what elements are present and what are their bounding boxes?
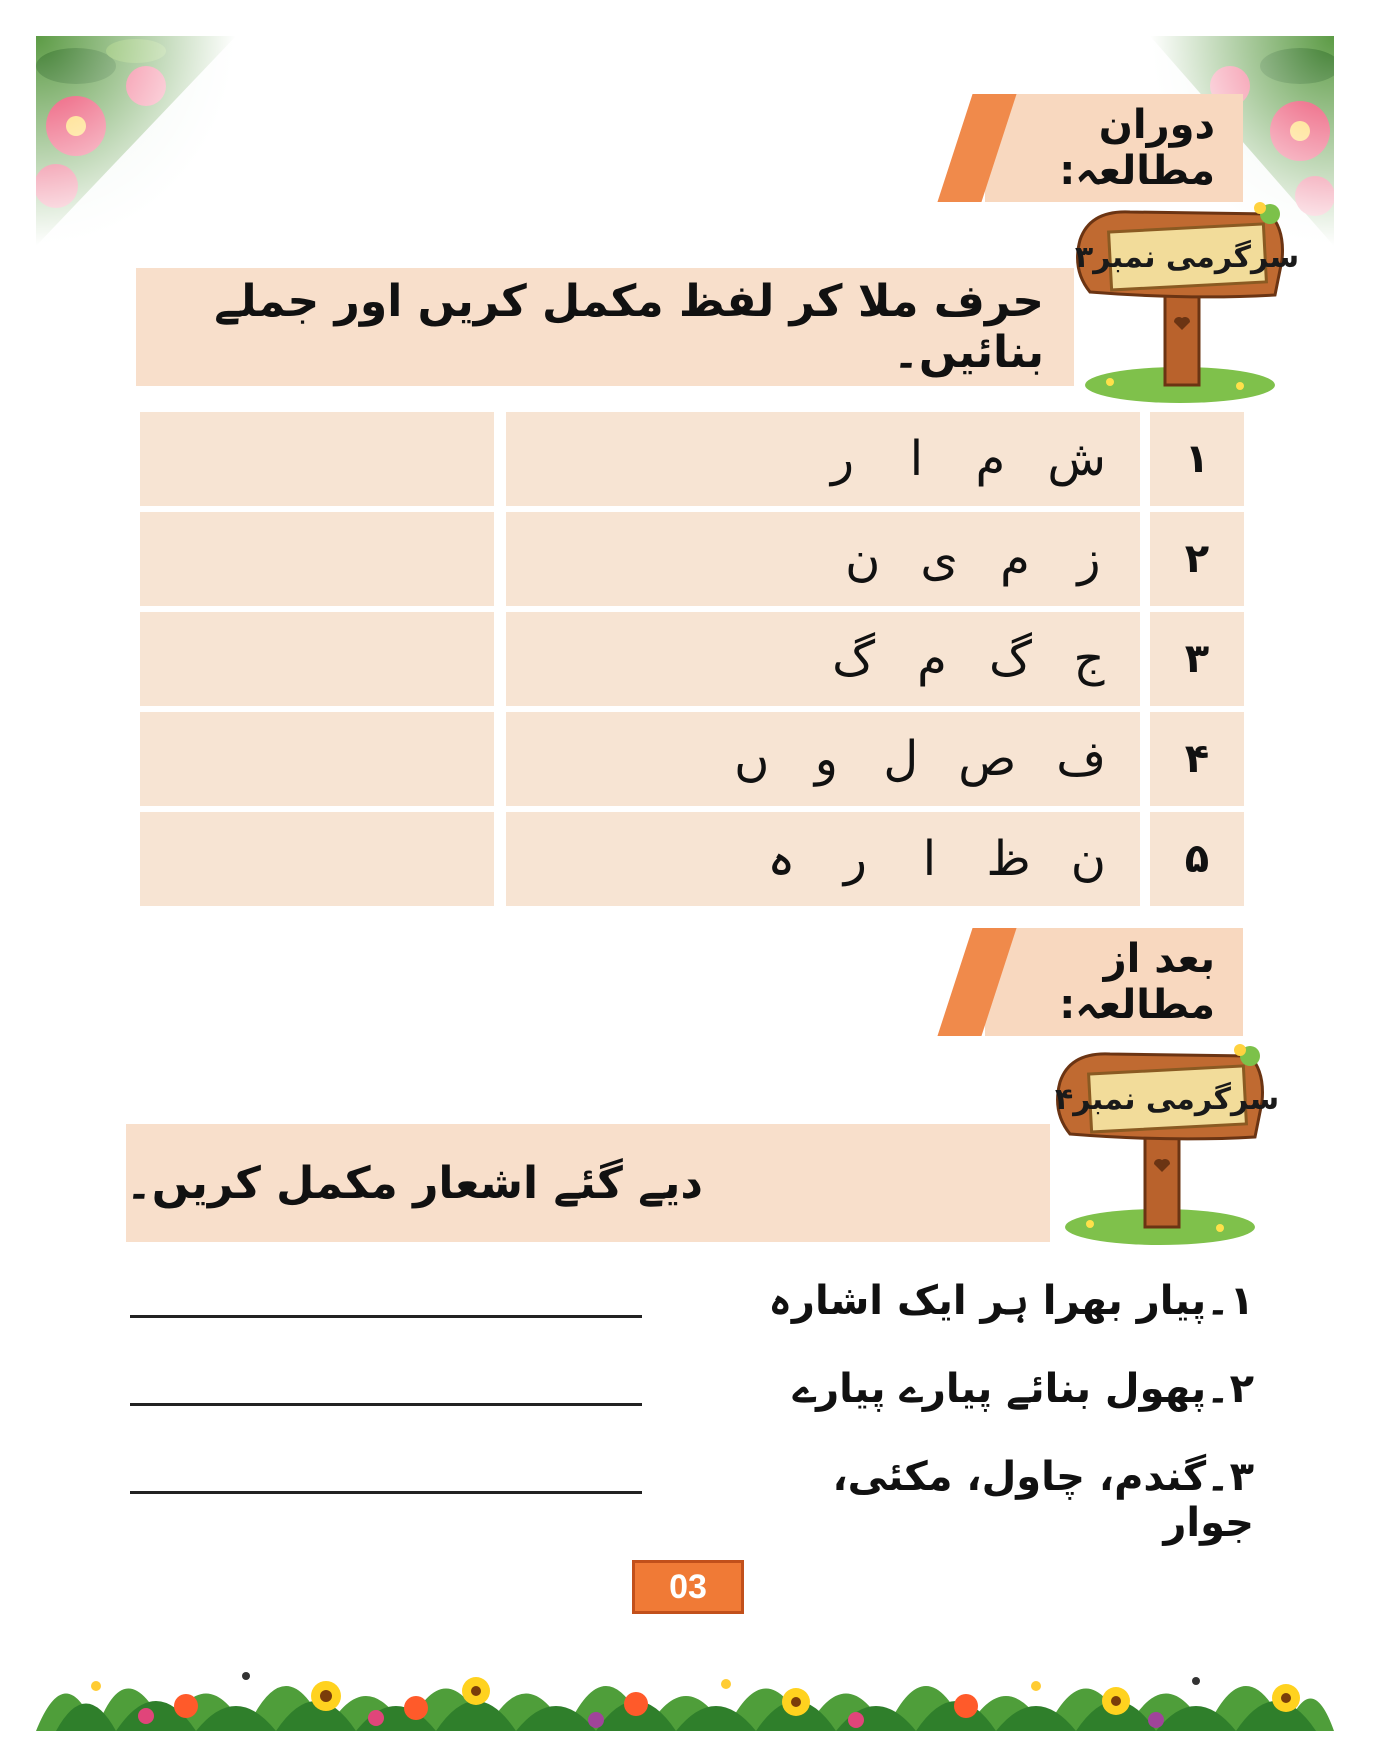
letter: ز — [1077, 531, 1101, 587]
activity-signpost-3 — [1070, 200, 1300, 405]
word-answer-cell[interactable] — [140, 512, 494, 606]
row-number: ٣ — [1184, 636, 1210, 682]
row-number: ٢ — [1184, 536, 1210, 582]
row-number: ۴ — [1184, 736, 1210, 782]
letters-cell — [506, 412, 1140, 506]
letter: ظ — [986, 831, 1031, 887]
letter: گ — [832, 631, 876, 687]
page-number: 03 — [669, 1567, 707, 1606]
letter: ف — [1056, 731, 1106, 787]
letter: ر — [830, 431, 854, 487]
row-number-cell — [1150, 412, 1244, 506]
row-number-cell — [1150, 712, 1244, 806]
letters-cell — [506, 512, 1140, 606]
answer-blank-line[interactable] — [130, 1315, 642, 1318]
letter: ا — [922, 831, 937, 887]
instruction-box-1 — [136, 268, 1074, 386]
answer-blank-line[interactable] — [130, 1491, 642, 1494]
word-answer-cell[interactable] — [140, 812, 494, 906]
section-heading-text: دوران مطالعہ: — [1059, 102, 1215, 194]
instruction-text: حرف ملا کر لفظ مکمل کریں اور جملے بنائیں۔ — [214, 276, 1044, 378]
section-heading-text: بعد از مطالعہ: — [1059, 936, 1215, 1028]
letter: م — [1000, 531, 1030, 587]
letter: م — [975, 431, 1006, 487]
row-number: ١ — [1184, 436, 1210, 482]
row-number: ۵ — [1184, 836, 1210, 882]
verse-line-1: ١۔پیار بھرا ہر ایک اشارہ — [768, 1278, 1254, 1324]
letter: ج — [1073, 631, 1105, 687]
section-heading-during-reading — [985, 94, 1243, 202]
footer-flower-border — [36, 1636, 1334, 1731]
corner-flowers-top-left — [36, 36, 236, 246]
letters-cell — [506, 812, 1140, 906]
row-number-cell — [1150, 512, 1244, 606]
letter: ہ — [767, 831, 796, 887]
section-heading-after-reading — [985, 928, 1243, 1036]
word-answer-cell[interactable] — [140, 712, 494, 806]
word-answer-cell[interactable] — [140, 412, 494, 506]
row-number-cell — [1150, 812, 1244, 906]
letter: ل — [883, 731, 919, 787]
letter: ص — [958, 731, 1017, 787]
letter: و — [814, 731, 838, 787]
answer-blank-line[interactable] — [130, 1403, 642, 1406]
row-number-cell — [1150, 612, 1244, 706]
letter: ن — [1070, 831, 1106, 887]
activity-sign-label: سرگرمی نمبر۳ — [1074, 240, 1300, 275]
letter: ں — [734, 731, 770, 787]
verse-line-2: ٢۔پھول بنائے پیارے پیارے — [792, 1366, 1254, 1412]
activity-signpost-4 — [1050, 1042, 1280, 1247]
letter: ر — [843, 831, 867, 887]
letter: گ — [989, 631, 1032, 687]
letter: ی — [920, 531, 958, 587]
letter: ش — [1047, 431, 1106, 487]
letters-cell — [506, 612, 1140, 706]
letter: ا — [909, 431, 924, 487]
letter: ن — [845, 531, 881, 587]
letters-cell — [506, 712, 1140, 806]
activity-sign-label: سرگرمی نمبر۴ — [1054, 1082, 1280, 1117]
verse-line-3: ٣۔گندم، چاول، مکئی، جوار — [832, 1454, 1254, 1546]
letter: م — [917, 631, 947, 687]
page-number-badge — [632, 1560, 744, 1614]
word-answer-cell[interactable] — [140, 612, 494, 706]
instruction-text: دیے گئے اشعار مکمل کریں۔ — [126, 1157, 703, 1209]
instruction-box-2 — [126, 1124, 1050, 1242]
